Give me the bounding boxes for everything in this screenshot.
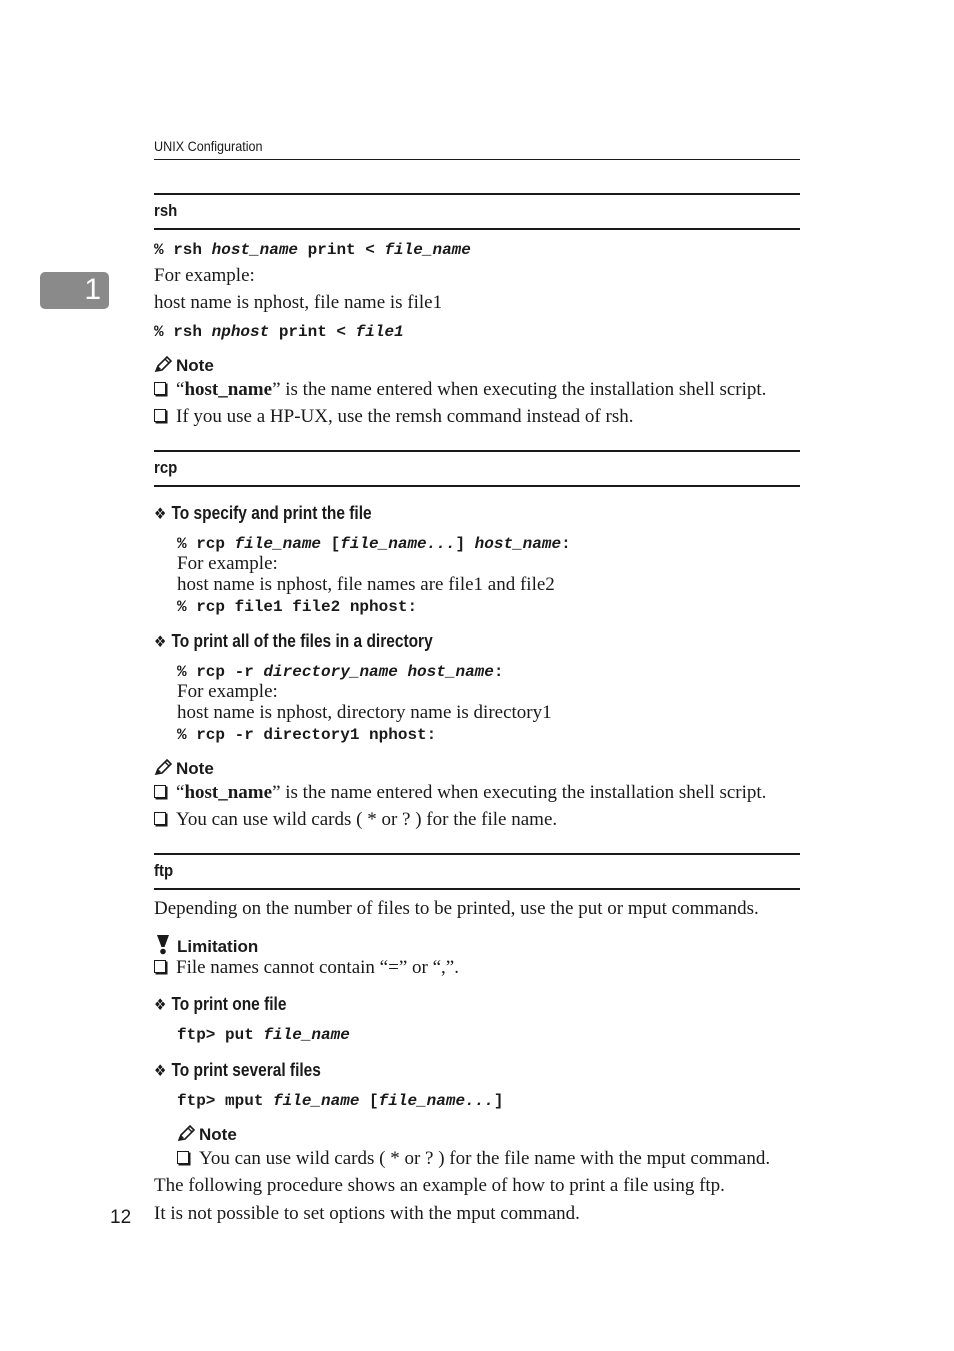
rsh-note-heading: Note [154,356,214,376]
checkbox-bullet-icon [154,409,166,422]
diamond-bullet-icon: ❖ [154,1061,167,1080]
checkbox-bullet-icon [154,960,166,973]
rsh-example-text: host name is nphost, file name is file1 [154,292,443,313]
rcp-note-item-2: You can use wild cards ( * or ? ) for the file name. [154,809,557,831]
rsh-rule-top [154,193,800,195]
rcp-note-heading: Note [154,759,214,779]
ftp-rule-top [154,853,800,855]
checkbox-bullet-icon [177,1151,189,1164]
rcp-rule-top [154,450,800,452]
pencil-icon [154,356,173,373]
pencil-icon [154,759,173,776]
rsh-note-item-2: If you use a HP-UX, use the remsh command instead of rsh. [154,406,633,428]
ftp-subheading-several-files: ❖ To print several files [154,1060,321,1080]
ftp-put-command: ftp> put file_name [177,1026,350,1044]
rcp-rule-bottom [154,485,800,487]
header-rule [154,159,800,160]
page-number: 12 [110,1207,132,1228]
exclamation-icon [154,933,172,955]
ftp-intro-text: Depending on the number of files to be printed, use the put or mput commands. [154,898,759,919]
chapter-number: 1 [84,273,101,306]
rcp-command-1: % rcp file_name [file_name...] host_name: [177,535,571,553]
diamond-bullet-icon: ❖ [154,504,167,523]
rcp-for-example-1: For example: [177,553,278,574]
diamond-bullet-icon: ❖ [154,995,167,1014]
rsh-section-title: rsh [154,201,178,220]
chapter-tab [40,272,109,309]
ftp-mput-command: ftp> mput file_name [file_name...] [177,1092,504,1110]
rcp-section-title: rcp [154,458,178,477]
ftp-note-heading: Note [177,1125,237,1145]
rcp-subheading-specify-file: ❖ To specify and print the file [154,503,372,523]
ftp-rule-bottom [154,888,800,890]
rcp-command-2: % rcp -r directory_name host_name: [177,663,504,681]
ftp-paragraph-2: It is not possible to set options with the mput command. [154,1203,580,1224]
rsh-example-command: % rsh nphost print < file1 [154,323,404,341]
rcp-example-command-1: % rcp file1 file2 nphost: [177,598,418,616]
rsh-note-item-1: “host_name” is the name entered when executing the installation shell script. [154,379,766,401]
rsh-rule-bottom [154,228,800,230]
rcp-example-text-1: host name is nphost, file names are file1 and file2 [177,574,555,595]
checkbox-bullet-icon [154,785,166,798]
diamond-bullet-icon: ❖ [154,632,167,651]
checkbox-bullet-icon [154,812,166,825]
rsh-for-example: For example: [154,265,255,286]
rcp-example-command-2: % rcp -r directory1 nphost: [177,726,437,744]
ftp-limitation-heading: Limitation [154,933,258,957]
rsh-command: % rsh host_name print < file_name [154,241,471,259]
ftp-section-title: ftp [154,861,174,880]
ftp-limitation-item-1: File names cannot contain “=” or “,”. [154,957,459,979]
running-header: UNIX Configuration [154,138,263,154]
rcp-example-text-2: host name is nphost, directory name is directory1 [177,702,552,723]
rcp-note-item-1: “host_name” is the name entered when executing the installation shell script. [154,782,766,804]
rcp-subheading-directory: ❖ To print all of the files in a directory [154,631,433,651]
checkbox-bullet-icon [154,382,166,395]
ftp-paragraph-1: The following procedure shows an example of how to print a file using ftp. [154,1175,725,1196]
ftp-note-item-1: You can use wild cards ( * or ? ) for the file name with the mput command. [177,1148,770,1170]
rcp-for-example-2: For example: [177,681,278,702]
ftp-subheading-one-file: ❖ To print one file [154,994,287,1014]
pencil-icon [177,1125,196,1142]
